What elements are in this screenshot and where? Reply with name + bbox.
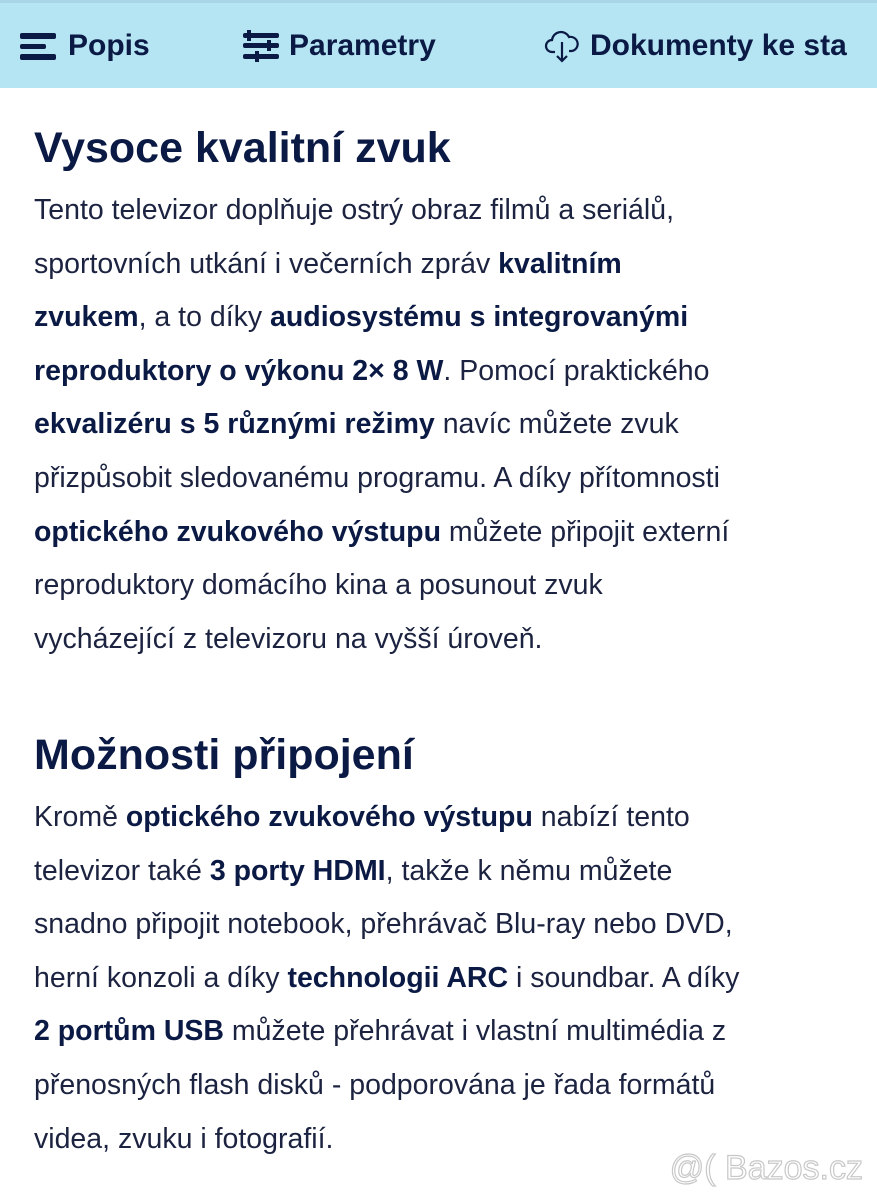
tab-popis[interactable] xyxy=(20,3,150,88)
text-line xyxy=(34,952,739,1006)
text: nabízí tento xyxy=(532,801,690,833)
tab-label: Dokumenty ke sta xyxy=(590,28,847,62)
text: , takže k němu můžete xyxy=(385,854,673,887)
text-line xyxy=(34,506,729,560)
tab-dokumenty[interactable] xyxy=(544,3,847,88)
tab-label: Parametry xyxy=(289,28,436,62)
bold-text: optického zvukového výstupu xyxy=(34,515,441,548)
text-line xyxy=(34,613,729,667)
text: můžete připojit externí xyxy=(441,515,730,548)
menu-lines-icon xyxy=(20,31,58,61)
tab-parametry[interactable] xyxy=(243,3,436,88)
bazos-watermark: @( Bazos.cz xyxy=(669,1149,863,1187)
text-line xyxy=(34,184,729,238)
bold-text: technologii ARC xyxy=(287,961,509,994)
text: navíc můžete zvuk xyxy=(434,408,679,441)
text: přizpůsobit sledovanému programu. A díky přítomnosti xyxy=(34,461,720,494)
section-paragraph xyxy=(34,184,729,666)
text: . Pomocí praktického xyxy=(443,354,710,387)
text-line xyxy=(34,345,729,399)
bold-text: optického zvukového výstupu xyxy=(125,801,533,833)
section-paragraph xyxy=(34,791,739,1166)
text-line xyxy=(34,791,739,845)
text: videa, zvuku i fotografií. xyxy=(34,1122,334,1155)
sliders-icon xyxy=(243,30,279,62)
text-line xyxy=(34,559,729,613)
text-line xyxy=(34,291,729,345)
text: snadno připojit notebook, přehrávač Blu-ray nebo DVD, xyxy=(34,908,733,941)
section-heading: Možnosti připojení xyxy=(34,731,414,779)
text-line xyxy=(34,898,739,952)
text: přenosných flash disků - podporována je řada formátů xyxy=(34,1068,716,1101)
bold-text: reproduktory o výkonu 2× 8 W xyxy=(34,354,444,387)
text: vycházející z televizoru na vyšší úroveň. xyxy=(34,622,543,655)
text: televizor také xyxy=(34,854,210,887)
bold-text: ekvalizéru s 5 různými režimy xyxy=(34,408,435,441)
text: Kromě xyxy=(34,801,126,833)
cloud-download-icon xyxy=(544,28,580,64)
bold-text: 3 porty HDMI xyxy=(209,854,386,887)
text: , a to díky xyxy=(138,301,271,334)
text: můžete přehrávat i vlastní multimédia z xyxy=(224,1015,727,1048)
bold-text: 2 portům USB xyxy=(34,1015,225,1048)
text-line xyxy=(34,1113,739,1167)
text-line xyxy=(34,1059,739,1113)
text: herní konzoli a díky xyxy=(34,961,288,994)
text: sportovních utkání i večerních zpráv xyxy=(34,247,499,280)
text: Tento televizor doplňuje ostrý obraz filmů a seriálů, xyxy=(34,194,674,226)
bold-text: zvukem xyxy=(34,301,139,334)
text-line xyxy=(34,238,729,292)
text-line xyxy=(34,1005,739,1059)
text: i soundbar. A díky xyxy=(508,961,740,994)
text-line xyxy=(34,452,729,506)
text-line xyxy=(34,398,729,452)
bold-text: kvalitním xyxy=(498,247,622,280)
tab-bar xyxy=(0,0,877,88)
bold-text: audiosystému s integrovanými xyxy=(270,301,689,334)
text-line xyxy=(34,845,739,899)
section-heading: Vysoce kvalitní zvuk xyxy=(34,124,451,172)
tab-label: Popis xyxy=(68,28,150,62)
text: reproduktory domácího kina a posunout zvuk xyxy=(34,569,603,602)
